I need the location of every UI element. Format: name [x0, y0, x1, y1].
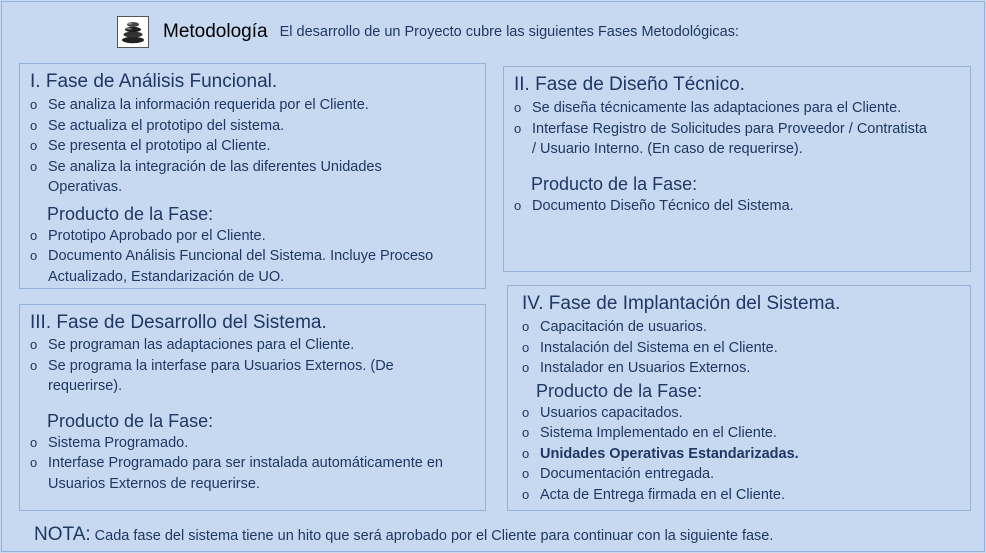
list-item-text: Interfase Registro de Solicitudes para Proveedor / Contratista / Usuario Interno. (En caso de requerirse).: [532, 120, 927, 157]
list-item-text: Unidades Operativas Estandarizadas.: [540, 445, 799, 462]
list-item: [522, 317, 952, 338]
bullet-icon: o: [30, 138, 38, 153]
phase-1-product-list: [30, 226, 450, 288]
phase-3-product-title: Producto de la Fase:: [47, 410, 214, 431]
bullet-icon: o: [30, 158, 38, 174]
list-item-text: Documentación entregada.: [540, 466, 715, 482]
list-item: [30, 157, 450, 198]
page-title: Metodología: [163, 21, 268, 42]
phase-1-product-title: Producto de la Fase:: [47, 203, 214, 224]
list-item: [522, 403, 952, 424]
bullet-icon: o: [522, 319, 530, 334]
bullet-icon: o: [30, 248, 38, 263]
phase-2-product-title: Producto de la Fase:: [531, 173, 698, 194]
phase-2-title: II. Fase de Diseño Técnico.: [514, 74, 745, 95]
list-item: [30, 356, 450, 397]
list-item-text: Capacitación de usuarios.: [540, 319, 707, 335]
list-item-text: Interfase Programado para ser instalada automáticamente en Usuarios Externos de requerirse.: [48, 455, 443, 492]
phase-3-title: III. Fase de Desarrollo del Sistema.: [30, 312, 327, 333]
list-item-text: Se programa la interfase para Usuarios Externos. (De requerirse).: [48, 357, 394, 394]
note-label: NOTA:: [34, 524, 91, 545]
bullet-icon: o: [30, 434, 38, 450]
list-item: [514, 196, 934, 217]
phase-1-activity-list: [30, 95, 450, 198]
bullet-icon: o: [514, 100, 522, 115]
list-item: [522, 338, 952, 359]
phase-4-product-title: Producto de la Fase:: [536, 380, 703, 401]
list-item: [522, 423, 952, 444]
list-item-text: Sistema Implementado en el Cliente.: [540, 425, 777, 441]
bullet-icon: o: [522, 339, 530, 355]
list-item-text: Sistema Programado.: [48, 434, 189, 451]
list-item-text: Instalador en Usuarios Externos.: [540, 360, 751, 376]
list-item: [30, 433, 450, 454]
phase-3-box: [19, 304, 486, 511]
list-item-text: Instalación del Sistema en el Cliente.: [540, 339, 778, 356]
list-item-text: Usuarios capacitados.: [540, 404, 683, 421]
list-item: [30, 136, 450, 157]
list-item-text: Se analiza la integración de las diferentes Unidades Operativas.: [48, 158, 382, 195]
bullet-icon: o: [522, 404, 530, 420]
list-item: [522, 464, 952, 485]
phase-4-title: IV. Fase de Implantación del Sistema.: [522, 293, 841, 314]
bullet-icon: o: [30, 337, 38, 352]
list-item: [30, 246, 450, 287]
bullet-icon: o: [514, 197, 522, 213]
list-item: [30, 453, 450, 494]
list-item: [514, 119, 934, 160]
bullet-icon: o: [522, 360, 530, 375]
list-item-text: Se analiza la información requerida por el Cliente.: [48, 97, 369, 113]
list-item-text: Documento Diseño Técnico del Sistema.: [532, 197, 794, 214]
phase-2-product-list: [514, 196, 934, 217]
list-item: [522, 358, 952, 379]
header: [117, 14, 739, 50]
list-item: [522, 444, 952, 465]
note-text: Cada fase del sistema tiene un hito que será aprobado por el Cliente para continuar con la siguiente fase.: [90, 528, 774, 544]
bullet-icon: o: [30, 97, 38, 112]
page-subtitle: El desarrollo de un Proyecto cubre las siguientes Fases Metodológicas:: [279, 24, 739, 40]
bullet-icon: o: [522, 466, 530, 481]
note: [34, 524, 773, 546]
phase-1-title: I. Fase de Análisis Funcional.: [30, 71, 278, 92]
phase-2-box: [503, 66, 971, 272]
list-item-text: Se actualiza el prototipo del sistema.: [48, 117, 285, 134]
bullet-icon: o: [30, 455, 38, 470]
bullet-icon: o: [30, 357, 38, 373]
list-item-text: Prototipo Aprobado por el Cliente.: [48, 227, 266, 244]
phase-4-product-list: [522, 403, 952, 506]
list-item-text: Se programan las adaptaciones para el Cliente.: [48, 337, 355, 353]
bullet-icon: o: [522, 445, 530, 461]
list-item-text: Acta de Entrega firmada en el Cliente.: [540, 486, 786, 503]
list-item: [30, 335, 450, 356]
bullet-icon: o: [522, 425, 530, 440]
list-item-text: Documento Análisis Funcional del Sistema. Incluye Proceso Actualizado, Estandarización de UO.: [48, 248, 434, 285]
list-item: [522, 485, 952, 506]
phase-3-product-list: [30, 433, 450, 495]
phase-1-box: [19, 63, 486, 289]
bullet-icon: o: [522, 486, 530, 502]
phase-3-activity-list: [30, 335, 450, 397]
list-item: [30, 116, 450, 137]
list-item: [30, 95, 450, 116]
phase-4-box: [507, 285, 971, 511]
list-item: [30, 226, 450, 247]
list-item-text: Se presenta el prototipo al Cliente.: [48, 138, 271, 154]
stacked-stones-icon: [117, 16, 149, 48]
list-item: [514, 98, 934, 119]
bullet-icon: o: [514, 120, 522, 136]
bullet-icon: o: [30, 117, 38, 133]
phase-2-activity-list: [514, 98, 934, 160]
bullet-icon: o: [30, 227, 38, 243]
list-item-text: Se diseña técnicamente las adaptaciones para el Cliente.: [532, 100, 902, 116]
phase-4-activity-list: [522, 317, 952, 379]
